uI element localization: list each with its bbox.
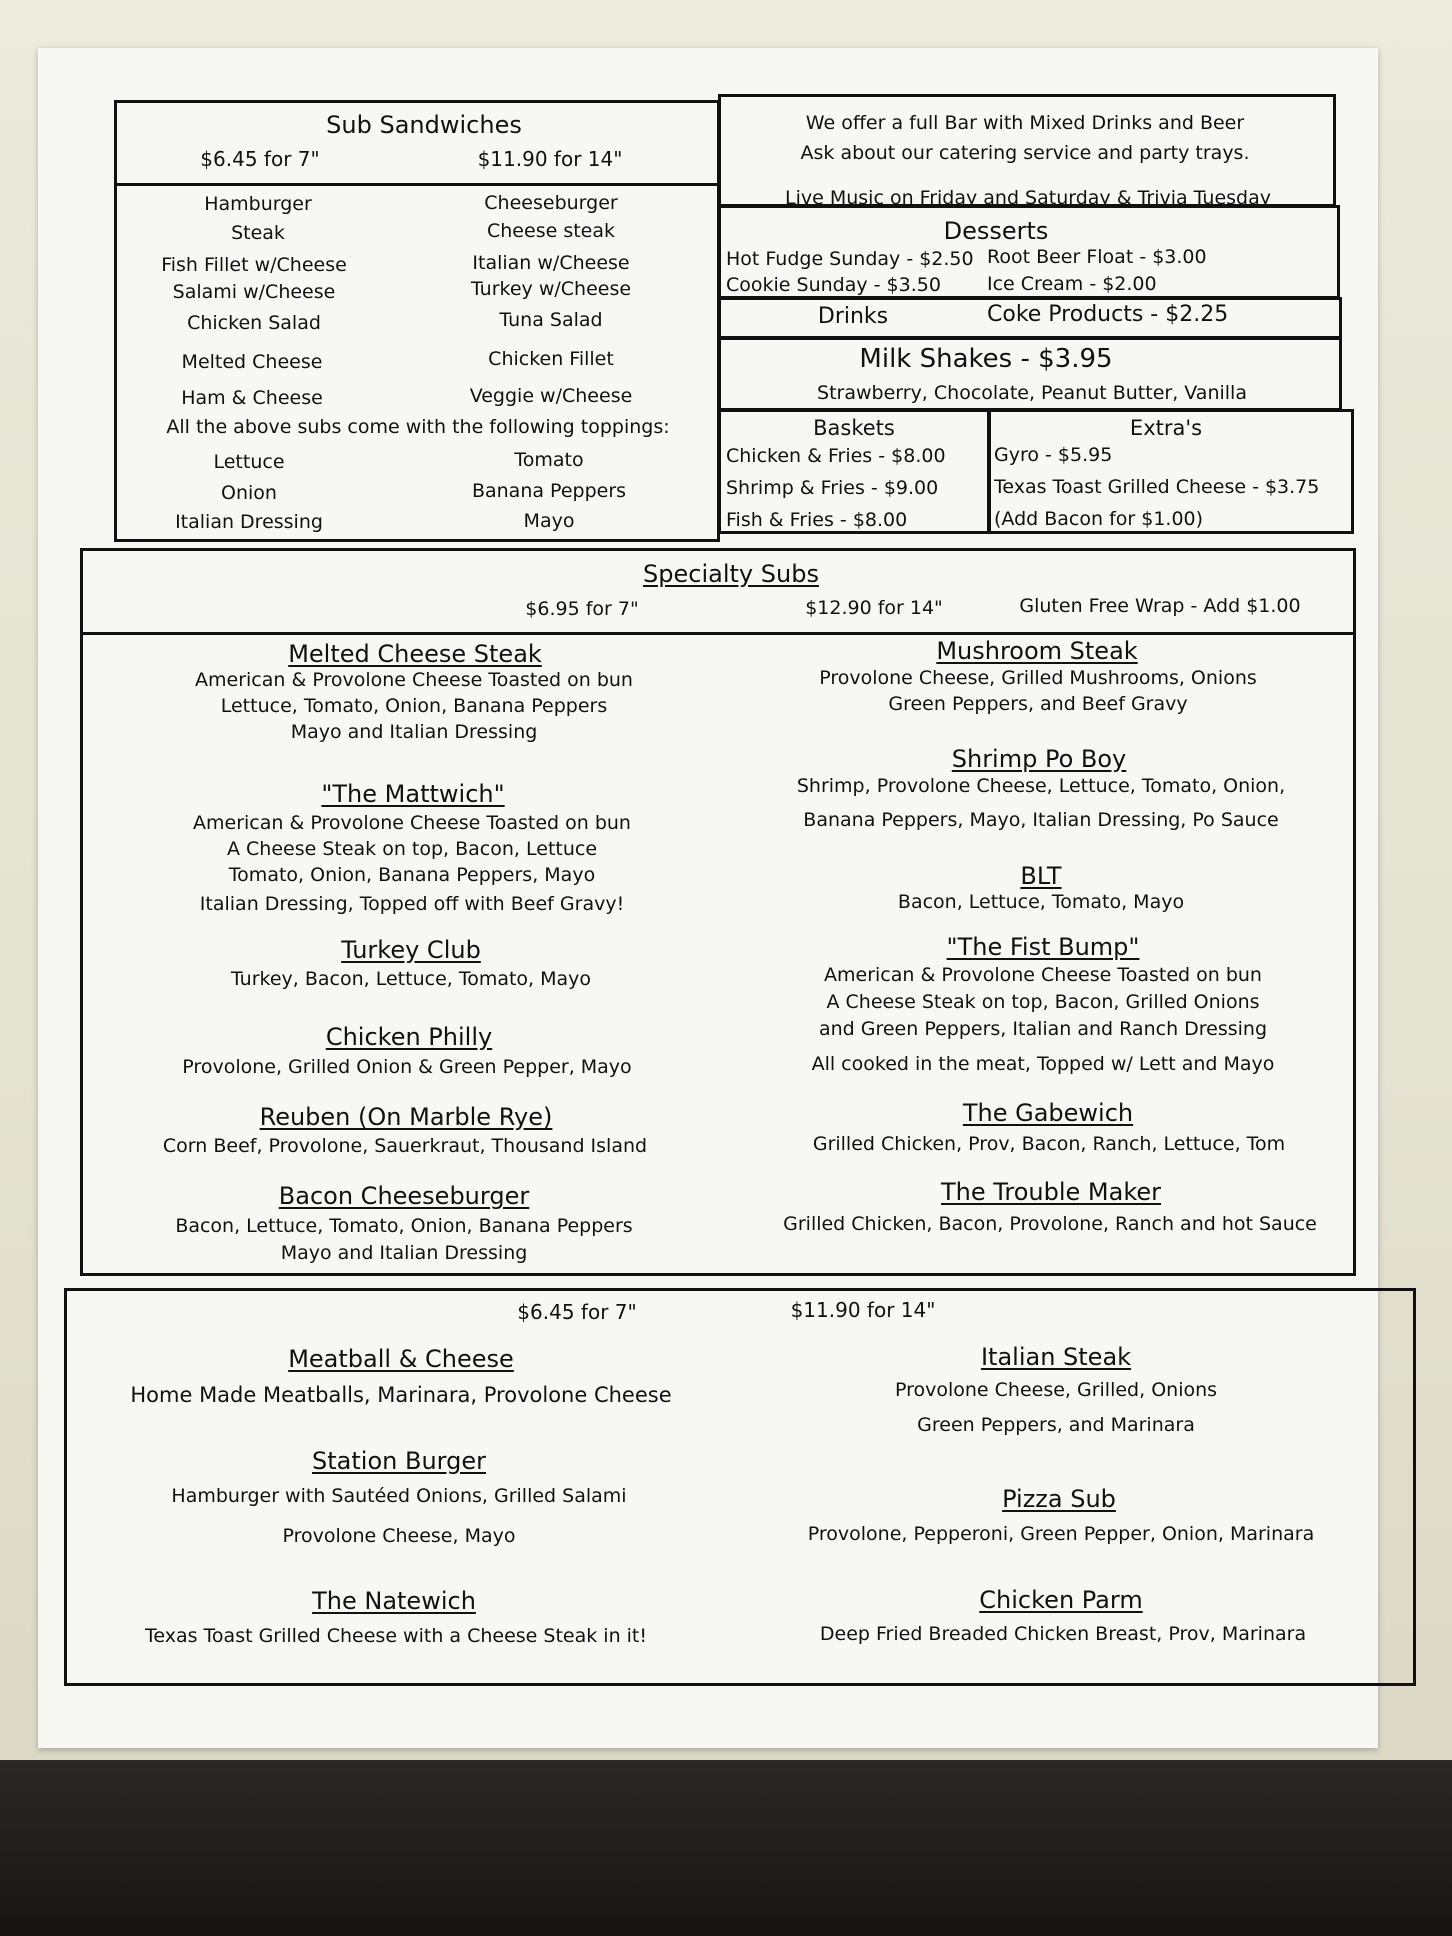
sub-item: Veggie w/Cheese: [469, 385, 633, 407]
floor: [0, 1760, 1452, 1936]
desserts-title: Desserts: [943, 217, 1049, 245]
sub-item: Salami w/Cheese: [172, 281, 336, 303]
bottom-item-name: The Natewich: [312, 1587, 476, 1615]
milkshakes-title: Milk Shakes - $3.95: [859, 344, 1113, 374]
specialty-item-desc: Bacon, Lettuce, Tomato, Onion, Banana Peppers: [175, 1215, 633, 1237]
basket-item: Chicken & Fries - $8.00: [726, 445, 946, 467]
bottom-item-desc: Green Peppers, and Marinara: [917, 1414, 1195, 1436]
sub-item: Chicken Salad: [187, 312, 321, 334]
specialty-item-desc: Mayo and Italian Dressing: [280, 1242, 528, 1264]
drinks-title: Drinks: [817, 304, 889, 329]
bottom-item-desc: Texas Toast Grilled Cheese with a Cheese Steak in it!: [144, 1625, 648, 1647]
bottom-item-desc: Provolone Cheese, Grilled, Onions: [894, 1379, 1218, 1401]
dessert-item: Root Beer Float - $3.00: [987, 246, 1207, 268]
toppings-note: All the above subs come with the following toppings:: [166, 416, 670, 438]
specialty-item-desc: and Green Peppers, Italian and Ranch Dressing: [818, 1018, 1268, 1040]
specialty-item-desc: Provolone, Grilled Onion & Green Pepper, Mayo: [182, 1056, 632, 1078]
sub-item: Cheeseburger: [484, 192, 618, 214]
sub-item: Turkey w/Cheese: [470, 278, 632, 300]
specialty-item-name: "The Mattwich": [321, 780, 505, 808]
divider: [80, 632, 1356, 635]
specialty-item-desc: Grilled Chicken, Prov, Bacon, Ranch, Lettuce, Tom: [812, 1133, 1286, 1155]
specialty-item-name: Melted Cheese Steak: [288, 640, 542, 668]
topping: Italian Dressing: [175, 511, 323, 533]
divider: [114, 183, 720, 186]
specialty-item-name: Reuben (On Marble Rye): [259, 1103, 553, 1131]
specialty-item-name: Mushroom Steak: [936, 637, 1138, 665]
sub-item: Italian w/Cheese: [472, 252, 630, 274]
specialty-item-desc: Bacon, Lettuce, Tomato, Mayo: [897, 891, 1185, 913]
sub-item: Ham & Cheese: [181, 387, 323, 409]
sub-item: Melted Cheese: [181, 351, 323, 373]
dessert-item: Cookie Sunday - $3.50: [726, 274, 941, 296]
specialty-item-name: Shrimp Po Boy: [951, 745, 1127, 773]
specialty-item-name: Turkey Club: [341, 936, 481, 964]
dessert-item: Hot Fudge Sunday - $2.50: [726, 248, 974, 270]
specialty-item-desc: Turkey, Bacon, Lettuce, Tomato, Mayo: [230, 968, 592, 990]
extra-item: Gyro - $5.95: [994, 444, 1113, 466]
bottom-item-desc: Home Made Meatballs, Marinara, Provolone Cheese: [130, 1383, 672, 1407]
specialty-item-desc: Provolone Cheese, Grilled Mushrooms, Onions: [819, 667, 1257, 689]
specialty-item-desc: Italian Dressing, Topped off with Beef Gravy!: [199, 893, 625, 915]
bottom-item-desc: Provolone Cheese, Mayo: [282, 1525, 516, 1547]
sub-sandwiches-title: Sub Sandwiches: [326, 111, 522, 139]
sub-price-7: $6.45 for 7": [200, 147, 320, 171]
bottom-item-name: Pizza Sub: [1002, 1485, 1116, 1513]
specialty-item-desc: Lettuce, Tomato, Onion, Banana Peppers: [220, 695, 608, 717]
bottom-item-desc: Deep Fried Breaded Chicken Breast, Prov, Marinara: [819, 1623, 1307, 1645]
specialty-item-name: Chicken Philly: [325, 1023, 493, 1051]
gluten-free-wrap: Gluten Free Wrap - Add $1.00: [1019, 595, 1301, 617]
topping: Lettuce: [213, 451, 285, 473]
info-line: Ask about our catering service and party trays.: [800, 142, 1250, 164]
specialty-item-desc: All cooked in the meat, Topped w/ Lett and Mayo: [811, 1053, 1275, 1075]
sub-item: Tuna Salad: [499, 309, 603, 331]
specialty-item-desc: American & Provolone Cheese Toasted on bun: [195, 669, 633, 691]
specialty-price-14: $12.90 for 14": [805, 597, 943, 619]
dessert-item: Ice Cream - $2.00: [987, 273, 1157, 295]
sub-price-14: $11.90 for 14": [477, 147, 623, 171]
coke-products: Coke Products - $2.25: [987, 302, 1229, 327]
bottom-item-name: Meatball & Cheese: [288, 1345, 514, 1373]
specialty-item-name: "The Fist Bump": [946, 933, 1140, 961]
extras-title: Extra's: [1129, 416, 1203, 440]
bottom-price-7: $6.45 for 7": [517, 1300, 637, 1324]
bottom-item-name: Chicken Parm: [979, 1586, 1143, 1614]
bottom-item-desc: Hamburger with Sautéed Onions, Grilled Salami: [171, 1485, 627, 1507]
topping: Mayo: [523, 510, 575, 532]
specialty-item-desc: Shrimp, Provolone Cheese, Lettuce, Tomato, Onion,: [796, 775, 1286, 797]
basket-item: Fish & Fries - $8.00: [726, 509, 908, 531]
sub-item: Cheese steak: [487, 220, 615, 242]
topping: Banana Peppers: [471, 480, 627, 502]
extra-item: (Add Bacon for $1.00): [994, 508, 1204, 530]
specialty-item-desc: American & Provolone Cheese Toasted on bun: [193, 812, 631, 834]
topping: Onion: [221, 482, 277, 504]
sub-item: Chicken Fillet: [488, 348, 614, 370]
specialty-item-name: BLT: [1020, 862, 1062, 890]
bottom-item-name: Italian Steak: [980, 1343, 1132, 1371]
milkshake-flavors: Strawberry, Chocolate, Peanut Butter, Vanilla: [817, 382, 1247, 404]
specialty-item-desc: A Cheese Steak on top, Bacon, Grilled Onions: [826, 991, 1260, 1013]
specialty-item-desc: Grilled Chicken, Bacon, Provolone, Ranch and hot Sauce: [783, 1213, 1317, 1235]
bottom-item-desc: Provolone, Pepperoni, Green Pepper, Onion, Marinara: [807, 1523, 1315, 1545]
specialty-item-desc: Mayo and Italian Dressing: [290, 721, 538, 743]
specialty-item-name: The Gabewich: [962, 1099, 1134, 1127]
info-line: We offer a full Bar with Mixed Drinks and Beer: [805, 112, 1245, 134]
specialty-item-desc: Banana Peppers, Mayo, Italian Dressing, Po Sauce: [803, 809, 1279, 831]
sub-item: Hamburger: [204, 193, 312, 215]
specialty-price-7: $6.95 for 7": [525, 598, 639, 620]
specialty-item-desc: Tomato, Onion, Banana Peppers, Mayo: [228, 864, 596, 886]
sub-item: Fish Fillet w/Cheese: [161, 254, 347, 276]
specialty-title: Specialty Subs: [643, 560, 819, 588]
specialty-item-desc: Green Peppers, and Beef Gravy: [888, 693, 1188, 715]
specialty-item-name: Bacon Cheeseburger: [278, 1182, 530, 1210]
basket-item: Shrimp & Fries - $9.00: [726, 477, 939, 499]
topping: Tomato: [514, 449, 584, 471]
specialty-item-name: The Trouble Maker: [940, 1178, 1162, 1206]
specialty-item-desc: American & Provolone Cheese Toasted on bun: [824, 964, 1262, 986]
info-line: Live Music on Friday and Saturday & Trivia Tuesday: [785, 187, 1271, 209]
extra-item: Texas Toast Grilled Cheese - $3.75: [994, 476, 1320, 498]
baskets-title: Baskets: [813, 416, 895, 440]
bottom-item-name: Station Burger: [312, 1447, 486, 1475]
sub-item: Steak: [231, 222, 285, 244]
specialty-item-desc: Corn Beef, Provolone, Sauerkraut, Thousand Island: [162, 1135, 648, 1157]
bottom-price-14: $11.90 for 14": [790, 1298, 936, 1322]
specialty-item-desc: A Cheese Steak on top, Bacon, Lettuce: [226, 838, 598, 860]
